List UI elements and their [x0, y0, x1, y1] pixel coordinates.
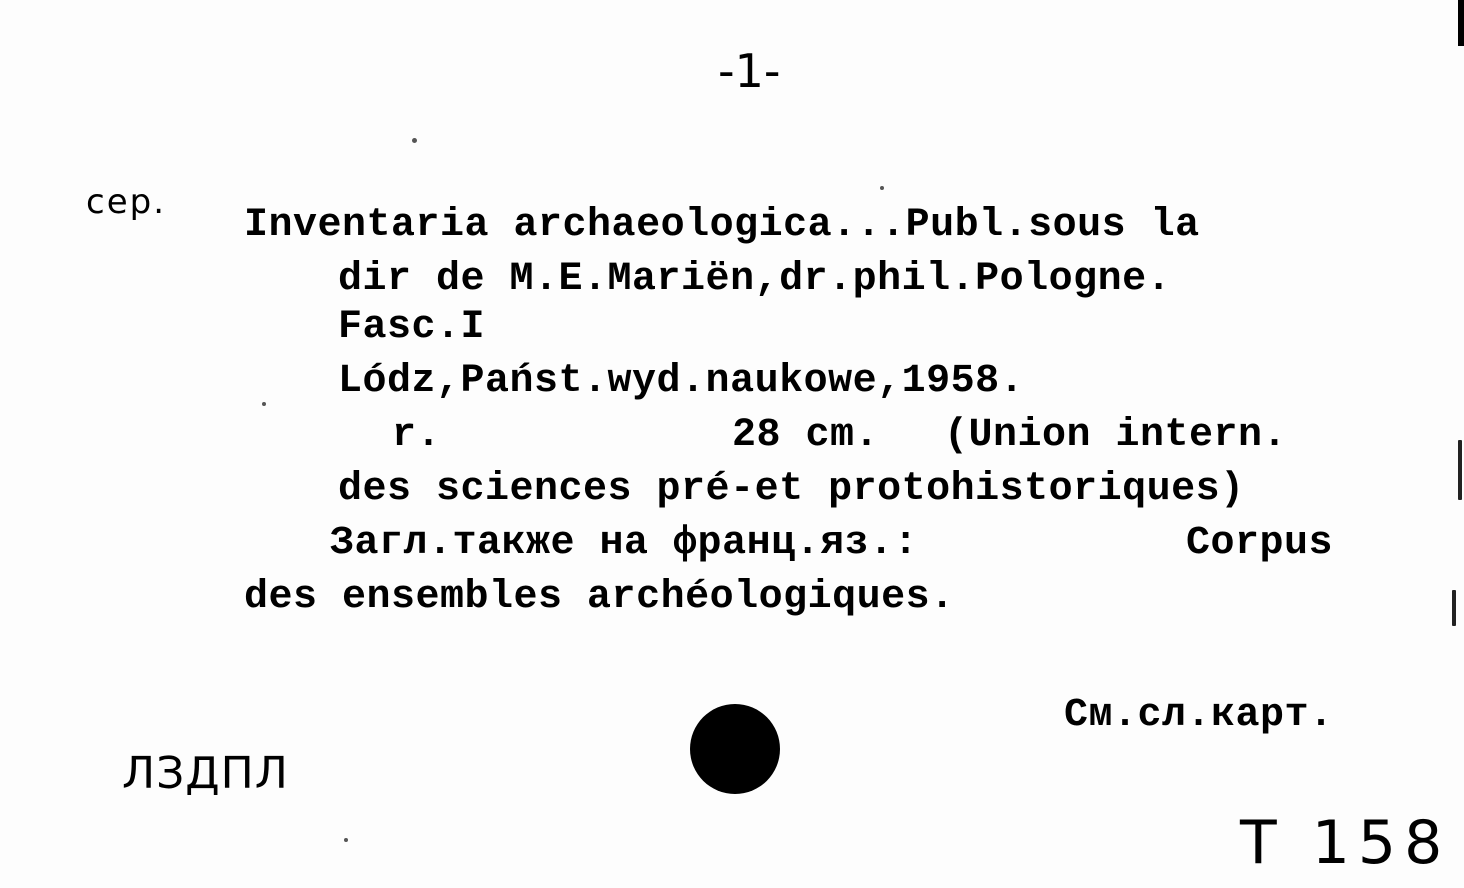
entry-line-5-size: 28 cm. [732, 413, 880, 458]
entry-line-5-union: (Union intern. [944, 413, 1288, 458]
punch-hole [690, 704, 780, 794]
series-mark: сер. [86, 182, 167, 222]
see-next-card: См.сл.карт. [1064, 693, 1334, 738]
entry-line-3: Fasc.I [338, 305, 486, 350]
entry-line-2: dir de M.E.Mariën,dr.phil.Pologne. [338, 257, 1172, 302]
card-edge-mark [1458, 0, 1464, 46]
edge-speck [1452, 590, 1456, 626]
speck [344, 838, 348, 842]
entry-line-8: des ensembles archéologiques. [244, 575, 955, 620]
edge-speck [1458, 440, 1462, 500]
speck [262, 402, 266, 406]
entry-line-4: Lódz,Państ.wyd.naukowe,1958. [338, 359, 1025, 404]
speck [880, 186, 884, 190]
entry-line-1: Inventaria archaeologica...Publ.sous la [244, 203, 1200, 248]
speck [412, 138, 417, 143]
call-number: Т 158 [1240, 808, 1451, 878]
entry-line-7-corpus: Corpus [1186, 521, 1334, 566]
entry-line-7-title-note: Загл.также на франц.яз.: [330, 521, 919, 566]
entry-line-5-r: r. [392, 413, 442, 458]
page-number: -1- [718, 44, 781, 98]
entry-line-6: des sciences pré-et protohistoriques) [338, 467, 1245, 512]
shelfmark: ЛЗДПЛ [122, 748, 289, 799]
